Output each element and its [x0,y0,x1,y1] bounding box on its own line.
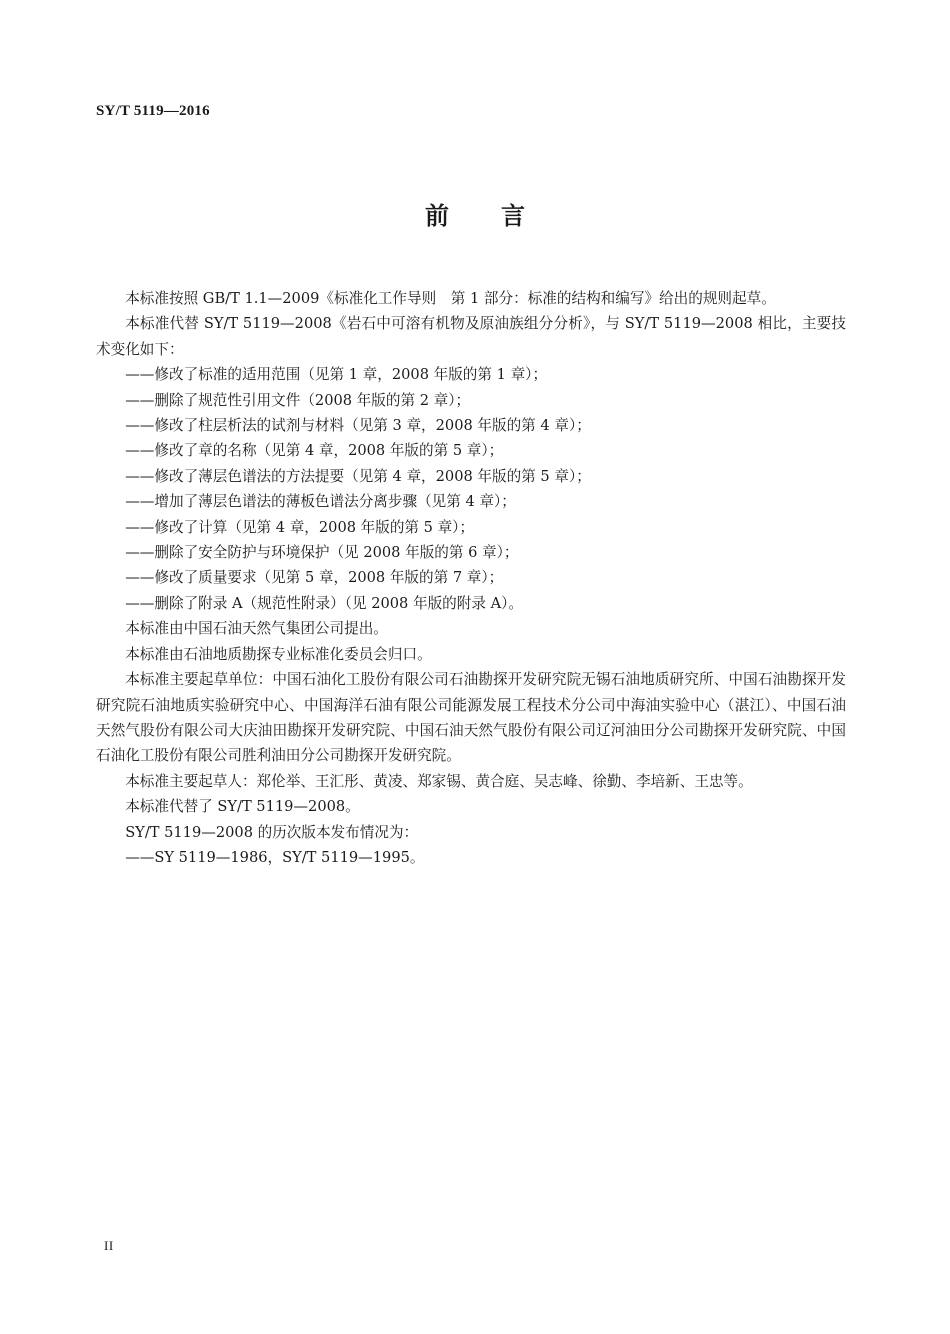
standard-code-header: SY/T 5119—2016 [96,103,210,119]
change-item: ——删除了附录 A（规范性附录）（见 2008 年版的附录 A）。 [125,594,524,612]
change-item: ——删除了安全防护与环境保护（见 2008 年版的第 6 章）； [125,544,519,562]
managed-by-statement: 本标准由石油地质勘探专业标准化委员会归口。 [125,645,432,663]
drafters-statement: 本标准主要起草人：郑伦举、王汇彤、黄凌、郑家锡、黄合庭、吴志峰、徐勤、李培新、王忠等。 [125,772,753,790]
change-item: ——修改了柱层析法的试剂与材料（见第 3 章，2008 年版的第 4 章）； [125,417,591,435]
drafting-units-statement: 本标准主要起草单位：中国石油化工股份有限公司石油勘探开发研究院无锡石油地质研究所、中国石油勘探开发研究院石油地质实验研究中心、中国海洋石油有限公司能源发展工程技术分公司中海油实验中心（湛江）、中国石油天然气股份有限公司大庆油田勘探开发研究院、中国石油天然气股份有限公司辽河油田分公司勘探开发研究院、中国石油化工股份有限公司胜利油田分公司勘探开发研究院。 [96,671,846,765]
change-item: ——修改了计算（见第 4 章，2008 年版的第 5 章）； [125,518,475,536]
change-item: ——修改了质量要求（见第 5 章，2008 年版的第 7 章）； [125,569,504,587]
proposed-by-statement: 本标准由中国石油天然气集团公司提出。 [125,620,388,638]
change-item: ——修改了薄层色谱法的方法提要（见第 4 章，2008 年版的第 5 章）； [125,467,591,485]
drafting-rules-paragraph: 本标准按照 GB/T 1.1—2009《标准化工作导则 第 1 部分：标准的结构和编写》给出的规则起草。 [125,290,776,307]
change-item: ——修改了标准的适用范围（见第 1 章，2008 年版的第 1 章）； [125,366,548,384]
change-item: ——增加了薄层色谱法的薄板色谱法分离步骤（见第 4 章）； [125,493,516,511]
change-item: ——修改了章的名称（见第 4 章，2008 年版的第 5 章）； [125,442,504,460]
title-char-2: 言 [501,202,525,230]
replacement-paragraph: 本标准代替 SY/T 5119—2008《岩石中可溶有机物及原油族组分分析》，与 SY/T 5119—2008 相比，主要技术变化如下： [96,315,846,358]
history-item: ——SY 5119—1986，SY/T 5119—1995。 [125,848,425,866]
page-title [0,196,950,231]
change-item: ——删除了规范性引用文件（2008 年版的第 2 章）； [125,391,471,409]
history-intro: SY/T 5119—2008 的历次版本发布情况为： [125,823,419,841]
replaced-statement: 本标准代替了 SY/T 5119—2008。 [125,798,360,816]
page-number: II [104,1238,114,1253]
foreword-body [96,286,846,870]
title-char-1: 前 [425,202,449,230]
